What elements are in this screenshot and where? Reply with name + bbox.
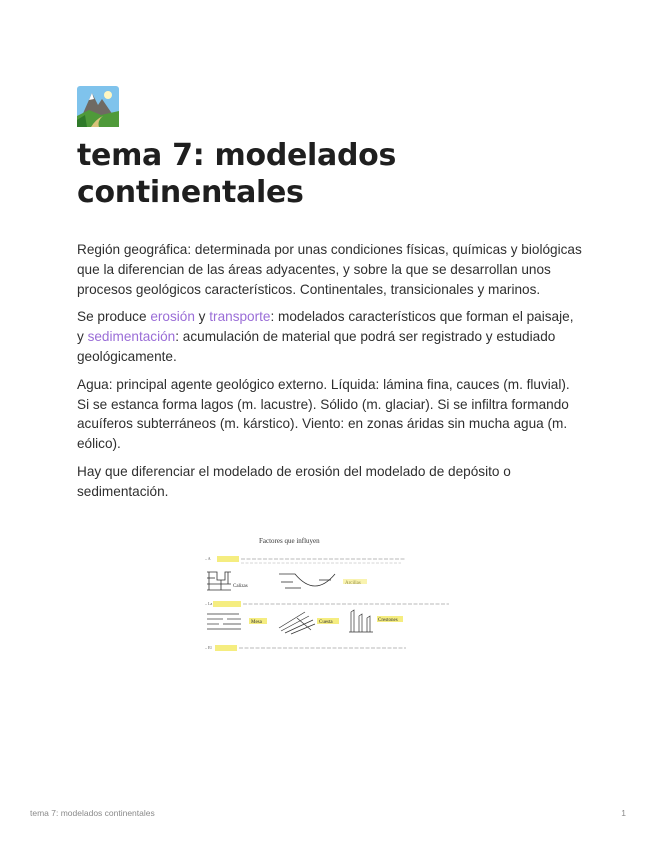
svg-text:– El: – El xyxy=(205,645,212,650)
figure-label-mesa: Mesa xyxy=(251,620,262,625)
mountain-landscape-icon xyxy=(77,86,119,127)
figure-label-cuesta: Cuesta xyxy=(319,620,333,625)
paragraph-processes xyxy=(77,307,582,366)
footer-title: tema 7: modelados continentales xyxy=(30,808,155,818)
text-run: : modelados característicos que forman el paisaje, y xyxy=(77,309,574,345)
highlight-sedimentacion: sedimentación xyxy=(87,329,176,345)
highlight-transporte: transporte xyxy=(209,309,271,325)
paragraph-diferenciar: Hay que diferenciar el modelado de erosión del modelado de depósito o sedimentación. xyxy=(77,463,511,499)
document-body xyxy=(77,240,582,510)
paragraph-agua: Agua: principal agente geológico externo. Líquida: lámina fina, cauces (m. fluvial). Si se estanca forma lagos (m. lacustre). Sólido (m. glaciar). Si se infiltra formando acuíferos subterráneos (m. kárstico). Viento: en zonas áridas sin mucha agua (m. eólico). xyxy=(77,376,570,452)
text-run: : acumulación de material que podrá ser registrado y estudiado geológicamente. xyxy=(77,329,556,364)
figure-heading: Factores que influyen xyxy=(259,537,320,545)
page-title: tema 7: modelados continentales xyxy=(77,138,397,210)
figure-label-crestones: Crestones xyxy=(378,618,398,623)
svg-text:– La: – La xyxy=(205,601,213,606)
svg-text:– A: – A xyxy=(205,556,211,561)
text-run: Se produce xyxy=(77,309,151,325)
factors-sketch-image xyxy=(201,532,456,655)
highlight-erosion: erosión xyxy=(150,309,195,325)
figure-label-calizas: Calizas xyxy=(233,584,248,589)
paragraph-region: Región geográfica: determinada por unas condiciones físicas, químicas y biológicas que la diferencian de las áreas adyacentes, y sobre la que se desarrollan unos procesos geológicos característicos. Continentales, transicionales y marinos. xyxy=(77,242,582,297)
text-run: y xyxy=(194,309,210,325)
page-number: 1 xyxy=(621,808,626,818)
